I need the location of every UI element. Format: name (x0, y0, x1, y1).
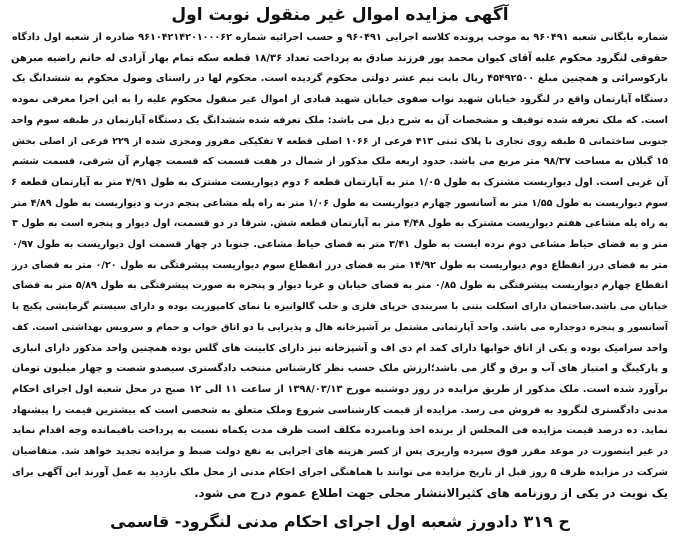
notice-line: نماید. ده درصد قیمت مزایده فی المجلس از برنده اخذ ونامبرده مکلف است ظرف مدت یکماه نسبت به پرداخت باقیمانده وجه اقدام نماید (12, 425, 668, 437)
notice-line: آسانسور و پنجره دوجداره می باشد. واحد آپارتمانی مشتمل بر آشپزخانه هال و پذیرایی با دو اتاق خواب و حمام و سرویس بهداشتی است. کف (12, 321, 668, 333)
notice-line: جنوبی ساختمانی ۵ طبقه روی تجاری با پلاک ثبتی ۴۱۳ فرعی از ۱۰۶۶ اصلی قطعه ۷ تفکیکی مفروز ومجزی شده از ۲۲۹ فرعی از اصلی بخش (12, 135, 668, 147)
notice-title: آگهی مزایده اموال غیر منقول نوبت اول (171, 5, 509, 25)
notice-line: ۱۵ گیلان به مساحت ۹۸/۳۷ متر مربع می باشد. حدود اربعه ملک مذکور از شمال در هفت قسمت که قسمت چهارم آن شرقی، قسمت ششم (12, 156, 668, 168)
notice-line: سوم دیواریست به طول ۱/۵۵ متر به آسانسور چهارم دیواریست به طول ۱/۰۶ متر به راه پله مشاعی پنجم درب و دیواریست به طول ۴/۸۹ متر (11, 197, 668, 209)
notice-line: بارکوسرائی و همچنین مبلغ ۴۵۴۹۲۵۰۰ ریال بابت نیم عشر دولتی محکوم گردیده است. محکوم لها در راستای وصول محکوم به ششدانگ یک (12, 73, 669, 85)
notice-body (12, 28, 668, 504)
notice-line: متر به فضای درز انقطاع دوم دیواریست به طول ۱۴/۹۲ متر به فضای درز انقطاع سوم دیواریست پیشرفتگی به طول ۰/۲۰ متر به فضای درز (12, 259, 668, 271)
notice-line: دستگاه آپارتمان واقع در لنگرود خیابان شهید نواب صفوی خیابان شهید قبادی از اموال غیر منقول محکوم علیه را به این اجرا معرفی نموده (12, 94, 668, 106)
notice-line: آن غربی است. اول دیواریست مشترک به طول ۱/۰۵ متر به آپارتمان قطعه ۶ دوم دیواریست مشترک به طول ۴/۹۱ متر به آپارتمان قطعه ۶ (10, 176, 668, 188)
notice-line: برآورد شده است. ملک مذکور از طریق مزایده در روز دوشنبه مورخ ۱۳۹۸/۰۳/۱۳ از ساعت ۱۱ الی ۱۲ صبح در محل شعبه اول اجرای احکام (12, 383, 669, 395)
notice-line: حقوقی لنگرود محکوم علیه آقای کیوان محمد پور فرزند صادق به پرداخت تعداد ۱۸/۳۶ قطعه سکه تمام بهار آزادی له خانم راضیه مبرهن (10, 52, 668, 64)
notice-line: مدنی دادگستری لنگرود به فروش می رسد. مزایده از قیمت کارشناسی شروع وملک متعلق به شخصی است که بیشترین قیمت را پیشنهاد (12, 404, 668, 416)
notice-line: به راه پله مشاعی هفتم دیواریست مشترک به طول ۴/۴۸ متر به آپارتمان قطعه شش. شرقا در دو قسمت، اول دیوار و پنجره است به طول ۳ (12, 218, 668, 230)
notice-line: است. که ملک تعرفه شده توقیف و مشخصات آن به شرح ذیل می باشد: ملک تعرفه شده ششدانگ یک دستگاه آپارتمان در طبقه سوم واحد (10, 114, 668, 126)
notice-signature: ح ۳۱۹ دادورز شعبه اول اجرای احکام مدنی لنگرود- قاسمی (110, 512, 570, 532)
notice-line: متر و به فضای حیاط مشاعی دوم نرده ایست به طول ۳/۴۱ متر به فضای حیاط مشاعی. جنوبا در چهار قسمت اول دیواریست به طول ۰/۹۷ (12, 239, 668, 251)
notice-line: و پارکینگ و امتیاز های آب و برق و گاز می باشد؛ارزش ملک حسب نظر کارشناس منتخب دادگستری سیصدو شصت و چهار میلیون تومان (12, 363, 668, 375)
notice-line: انقطاع چهارم دیواریست پیشرفتگی به طول ۰/۸۵ متر به فضای خیابان و غربا دیوار و پنجره به صورت پیشرفتگی به طول ۵/۸۹ متر به فضای (12, 280, 668, 292)
notice-line: یک نوبت در یکی از روزنامه های کثیرالانتشار محلی جهت اطلاع عموم درج می شود. (194, 486, 668, 501)
notice-line: واحد سرامیک بوده و یکی از اتاق خوابها دارای کمد ام دی اف و آشپزخانه نیز دارای کابینت های گلس بوده همچنین واحد مذکور دارای انباری (12, 342, 668, 354)
notice-line: شماره بایگانی شعبه ۹۶۰۴۹۱ به موجب پرونده کلاسه اجرایی ۹۶۰۴۹۱ و حسب اجرائیه شماره ۹۶۱۰۴۲۱۴۲۰۱۰۰۰۶۲ صادره از شعبه اول دادگاه (12, 32, 669, 43)
notice-line: خیابان می باشد.ساختمان دارای اسکلت بتنی با سربندی خرپای فلزی و حلب گالوانیزه با نمای کامپوزیت بوده و دارای سیستم گرمایشی پکیج با (12, 301, 668, 313)
notice-line: در غیر اینصورت در موعد مقرر فوق سپرده واریزی پس از کسر هزینه های اجرایی به نفع دولت ضبط و مزایده تجدید خواهد شد. متقاضیان (12, 446, 668, 458)
notice-line: شرکت در مزایده ظرف ۵ روز قبل از تاریخ مزایده می توانند با هماهنگی اجرای احکام مدنی از محل ملک بازدید به عمل آورند این آگهی برای (12, 466, 668, 478)
